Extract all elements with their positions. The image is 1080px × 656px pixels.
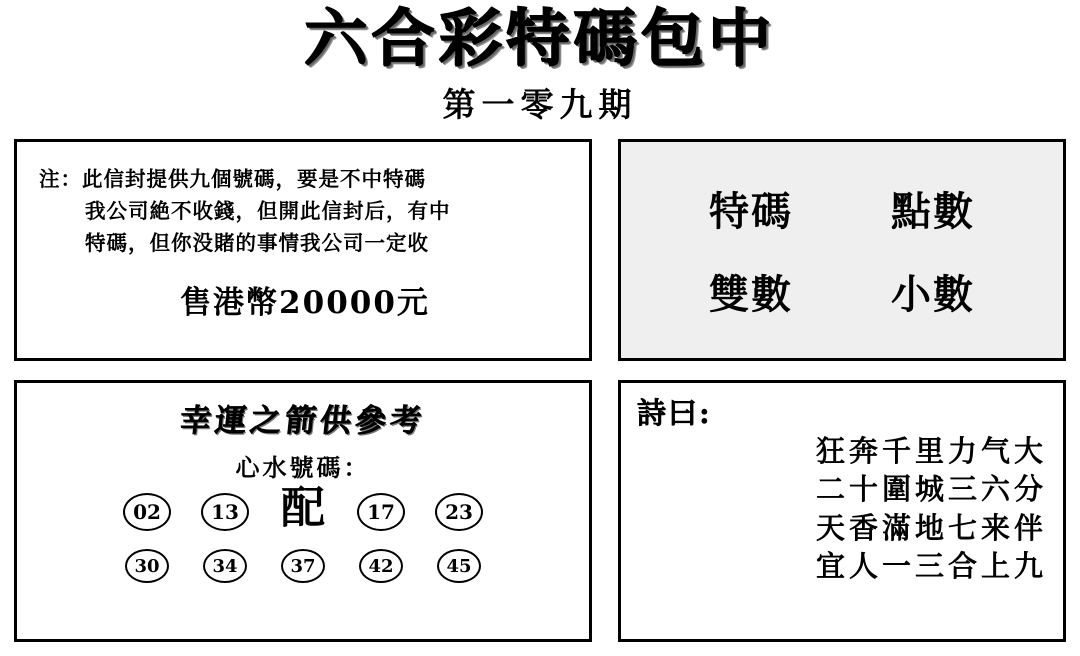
term-special-code: 特碼 (709, 188, 793, 235)
note-line: 注：此信封提供九個號碼，要是不中特碼 (39, 167, 426, 191)
number-ball: 17 (357, 493, 405, 531)
number-ball: 42 (359, 549, 403, 583)
term-small-number: 小數 (891, 271, 975, 318)
note-panel (14, 139, 592, 361)
center-character: 配 (277, 486, 329, 530)
poem-line: 宜人一三合上九 (815, 548, 1047, 583)
number-row-top (27, 482, 579, 534)
lucky-heading: 幸運之箭供參考 (178, 403, 428, 439)
number-ball: 02 (123, 493, 171, 531)
term-points: 點數 (891, 188, 975, 235)
terms-row-bottom (621, 263, 1063, 320)
term-even-number: 雙數 (709, 271, 793, 318)
poem-line: 天香滿地七来伴 (815, 510, 1047, 545)
number-row-bottom (27, 549, 579, 583)
number-ball: 45 (437, 549, 481, 583)
number-ball: 23 (435, 493, 483, 531)
number-ball: 34 (203, 549, 247, 583)
issue-number: 第一零九期 (442, 85, 638, 125)
poem-line: 狂奔千里力气大 (815, 434, 1047, 468)
number-ball: 37 (281, 549, 325, 583)
note-line: 我公司絶不收錢，但開此信封后，有中 (85, 198, 451, 223)
terms-row-top (621, 180, 1063, 237)
poem-line: 二十圍城三六分 (815, 472, 1047, 507)
number-ball: 13 (201, 493, 249, 531)
number-ball: 30 (125, 549, 169, 583)
poem-panel (618, 380, 1066, 642)
document-header (0, 2, 1080, 126)
price-text: 售港幣20000元 (180, 285, 430, 322)
page-title: 六合彩特碼包中 (304, 2, 776, 75)
note-line: 特碼，但你没賭的事情我公司一定收 (85, 230, 429, 255)
terms-panel (618, 139, 1066, 361)
lucky-numbers-panel (14, 380, 592, 642)
lucky-subheading: 心水號碼： (235, 453, 371, 482)
poem-label: 詩曰: (637, 396, 712, 430)
